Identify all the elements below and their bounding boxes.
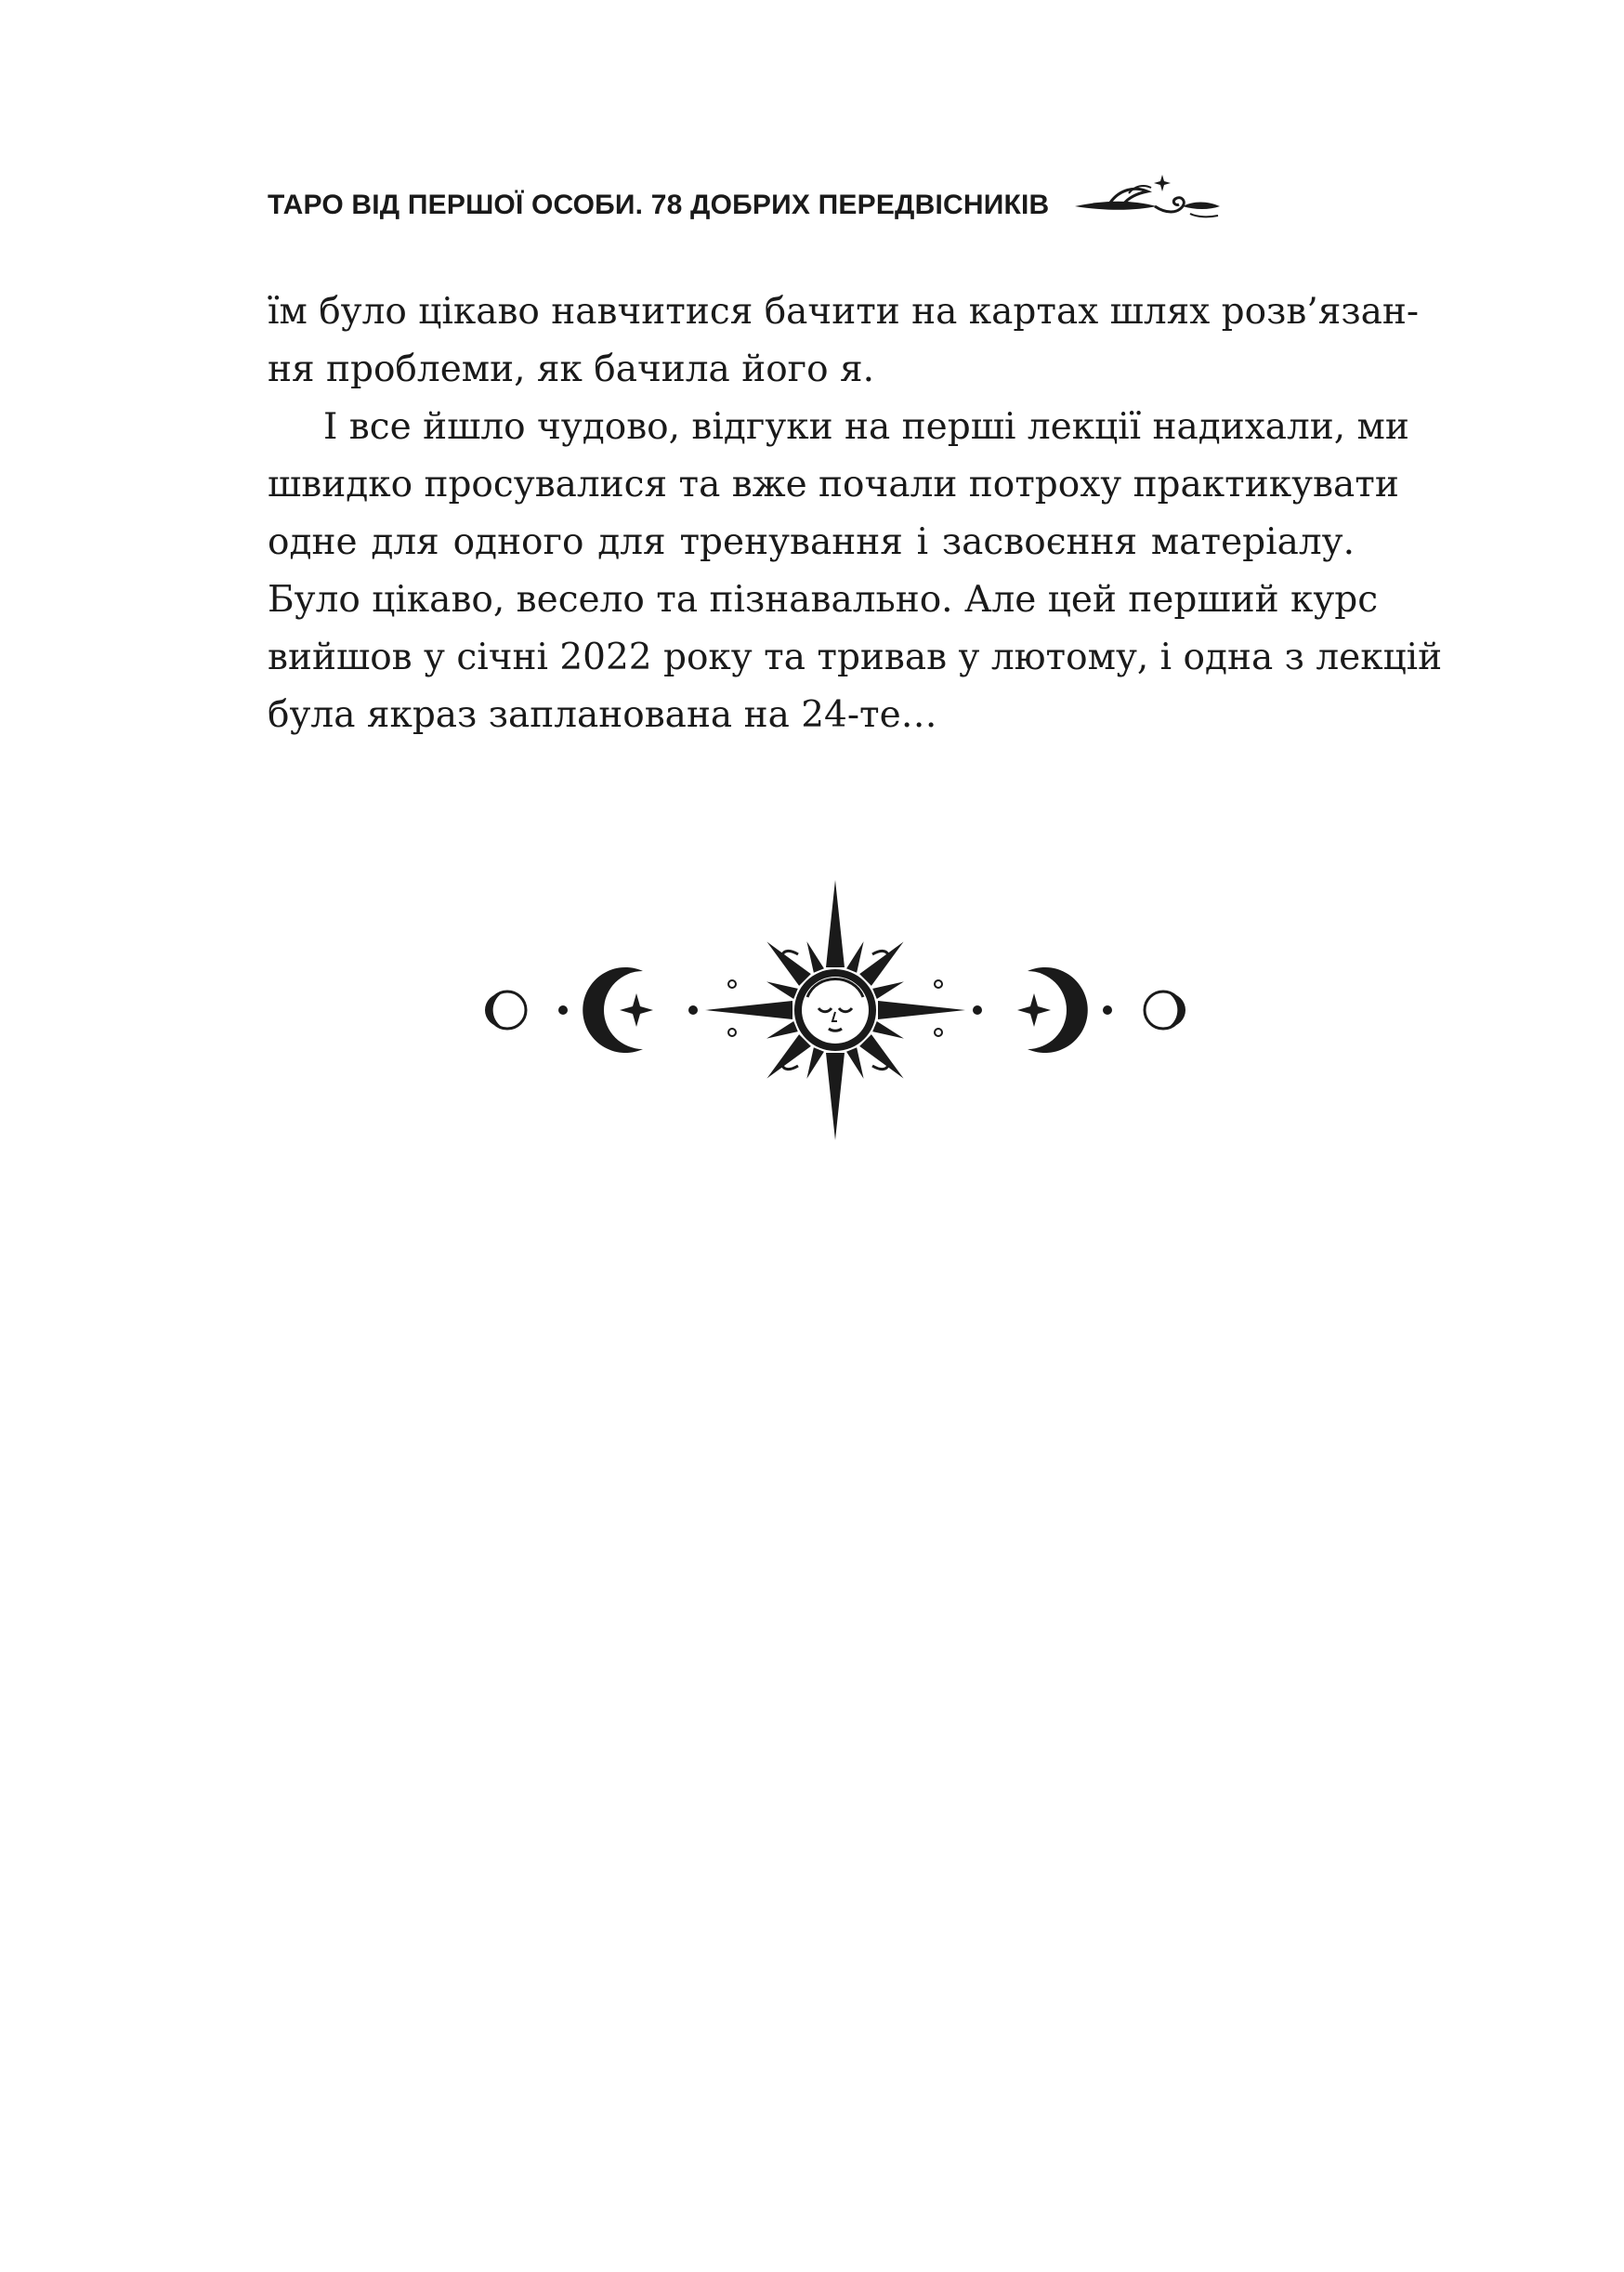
text-line: була якраз запланована на 24-те…	[268, 694, 937, 736]
crescent-star-icon	[1017, 967, 1088, 1053]
dot-icon	[728, 980, 736, 988]
flourish-ornament-icon	[1073, 173, 1224, 229]
body-text	[268, 283, 1443, 744]
crescent-star-icon	[583, 967, 653, 1053]
sun-face-icon	[699, 873, 972, 1147]
text-line: швидко просувалися та вже почали потроху практикувати	[268, 464, 1399, 506]
running-header	[268, 182, 1049, 229]
dot-icon	[973, 1005, 982, 1015]
text-line: ня проблеми, як бачила його я.	[268, 348, 874, 390]
dot-icon	[1103, 1005, 1112, 1015]
moon-icon	[1145, 992, 1185, 1029]
dot-icon	[728, 1029, 736, 1036]
text-line: одне для одного для тренування і засвоєння матеріалу.	[268, 521, 1355, 563]
moon-icon	[485, 992, 526, 1029]
dot-icon	[935, 1029, 942, 1036]
text-line: їм було цікаво навчитися бачити на картах шлях розв’язан-	[268, 291, 1420, 333]
dot-icon	[935, 980, 942, 988]
text-line: Було цікаво, весело та пізнавально. Але цей перший курс	[268, 579, 1379, 621]
dot-icon	[558, 1005, 568, 1015]
dot-icon	[688, 1005, 698, 1015]
text-line: вийшов у січні 2022 року та тривав у лютому, і одна з лекцій	[268, 637, 1443, 678]
running-title: ТАРО ВІД ПЕРШОЇ ОСОБИ. 78 ДОБРИХ ПЕРЕДВІСНИКІВ	[268, 190, 1050, 220]
text-line: І все йшло чудово, відгуки на перші лекції надихали, ми	[323, 406, 1409, 448]
sun-moon-divider	[481, 869, 1189, 1148]
